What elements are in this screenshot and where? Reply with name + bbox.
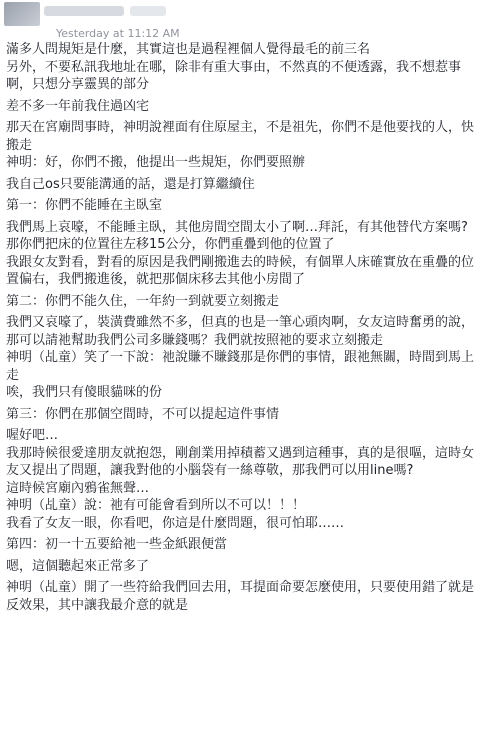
post-timestamp[interactable]: Yesterday at 11:12 AM	[56, 27, 180, 40]
post-paragraph: 嗯，這個聽起來正常多了	[6, 558, 150, 574]
post-paragraph: 第三：你們在那個空間時，不可以提起這件事情	[6, 406, 280, 422]
post-paragraph: 第二：你們不能久住，一年約一到就要立刻搬走	[6, 293, 280, 309]
post-paragraph: 第四：初一十五要給祂一些金紙跟便當	[6, 537, 228, 552]
post-paragraph: 喔好吧… 我那時候很愛達朋友就抱怨，剛創業用掉積蓄又遇到這種事，真的是很嘔，這時女友又提出了問題，讓我對他的小腦袋有一絲尊敬，那我們可以用line嗎? 這時候宮廟內鴉雀無聲… 神明（乩童）說：祂有可能會看到所以不可以！！！ 我看了女友一眼，你看吧，你這是什麼問題，很可怕耶……	[6, 428, 475, 531]
post-paragraph: 滿多人問規矩是什麼，其實這也是過程裡個人覺得最毛的前三名 另外，不要私訊我地址在哪，除非有重大事由，不然真的不便透露，我不想惹事啊，只想分享靈異的部分	[6, 42, 462, 92]
post-header	[0, 0, 491, 40]
post-paragraph: 神明（乩童）開了一些符給我們回去用，耳提面命要怎麼使用，只要使用錯了就是反效果，其中讓我最介意的就是	[6, 580, 475, 613]
post-paragraph: 那天在宮廟問事時，神明說裡面有住原屋主，不是祖先，你們不是他要找的人，快搬走 神明：好，你們不搬，他提出一些規矩，你們要照辦	[6, 120, 475, 170]
post-paragraph: 我們又哀嚎了，裝潢費雖然不多，但真的也是一筆心頭肉啊，女友這時奮勇的說，那可以請祂幫助我們公司多賺錢嗎？我們就按照祂的要求立刻搬走 神明（乩童）笑了一下說：祂說賺不賺錢那是你們的事情，跟祂無關，時間到馬上走 唉，我們只有傻眼貓咪的份	[6, 315, 475, 400]
redacted-author-name	[44, 6, 124, 16]
post-paragraph: 我們馬上哀嚎，不能睡主臥，其他房間空間太小了啊…拜託，有其他替代方案嗎? 那你們把床的位置往左移15公分，你們重疊到他的位置了 我跟女友對看，對看的原因是我們剛搬進去的時候，有個單人床確實放在重疊的位置偏右，我們搬進後，就把那個床移去其他小房間了	[6, 219, 475, 287]
avatar[interactable]	[4, 2, 40, 26]
post-paragraph: 差不多一年前我住過凶宅	[6, 98, 150, 114]
post-paragraph: 我自己os只要能溝通的話，還是打算繼續住	[6, 176, 255, 192]
redacted-author-detail	[130, 6, 166, 16]
post-paragraph: 第一：你們不能睡在主臥室	[6, 198, 163, 213]
post-body	[6, 41, 486, 618]
